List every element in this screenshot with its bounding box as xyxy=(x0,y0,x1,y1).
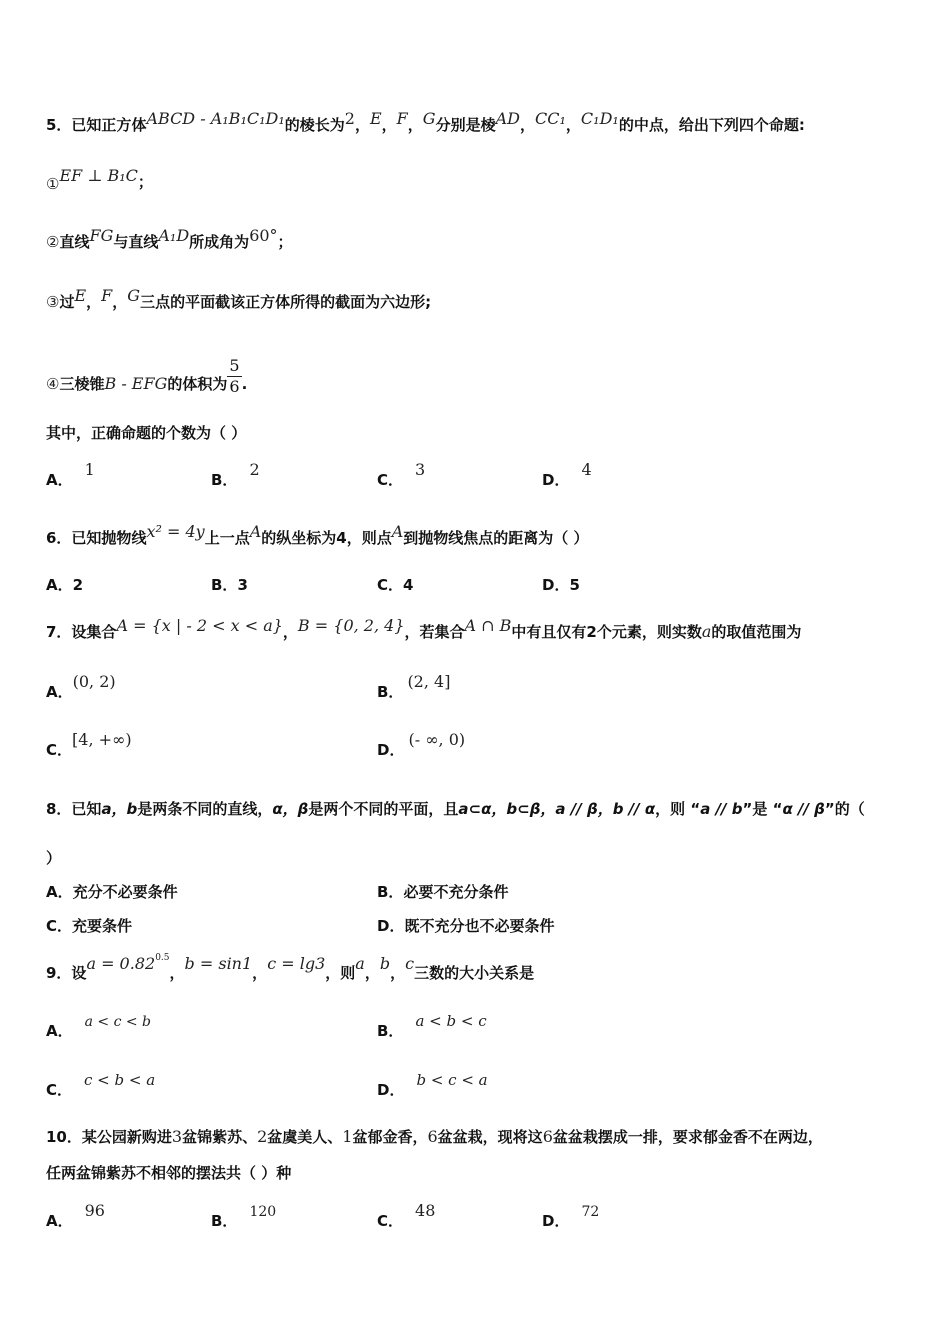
q8-option-c[interactable]: C．充要条件 xyxy=(46,917,133,935)
q7-option-c[interactable]: C．[4, +∞) xyxy=(46,730,132,759)
q8-option-b[interactable]: B．必要不充分条件 xyxy=(377,883,509,901)
q7-option-a[interactable]: A．(0, 2) xyxy=(46,672,116,701)
q5-proposition-4: ④三棱锥B - EFG的体积为 $\frac{5}{6}$ . xyxy=(46,356,248,396)
q10-option-b[interactable]: B． 120 xyxy=(211,1204,277,1230)
q7-option-b[interactable]: B．(2, 4] xyxy=(377,672,451,701)
q10-option-c[interactable]: C．48 xyxy=(377,1201,436,1230)
q9-option-d[interactable]: D．b < c < a xyxy=(377,1071,488,1099)
q6-option-d[interactable]: D．5 xyxy=(542,576,580,594)
q5-proposition-3: ③过E，F，G三点的平面截该正方体所得的截面为六边形; xyxy=(46,286,432,311)
q5-question: 其中，正确命题的个数为（ ） xyxy=(46,424,247,442)
q5-stem: 5．已知正方体ABCD - A₁B₁C₁D₁的棱长为2，E，F，G分别是棱AD，CC₁，C₁D₁的中点，给出下列四个命题: xyxy=(46,109,805,134)
q6-stem: 6．已知抛物线x² = 4y上一点A的纵坐标为4，则点A到抛物线焦点的距离为（ ） xyxy=(46,522,589,547)
q5-option-d[interactable]: D．4 xyxy=(542,460,592,489)
q10-option-d[interactable]: D． 72 xyxy=(542,1204,600,1230)
q10-option-a[interactable]: A．96 xyxy=(46,1201,105,1230)
q8-stem-close: ） xyxy=(46,849,62,867)
q5-proposition-2: ②直线FG与直线A₁D所成角为60°； xyxy=(46,226,293,251)
q7-stem: 7．设集合A = {x | - 2 < x < a}，B = {0, 2, 4}，若集合A ∩ B中有且仅有2个元素，则实数a的取值范围为 xyxy=(46,616,802,641)
q6-option-c[interactable]: C．4 xyxy=(377,576,414,594)
fraction-five-sixths: $\frac{5}{6}$ xyxy=(229,356,240,396)
q5-proposition-1: ①EF ⊥ B₁C； xyxy=(46,166,153,193)
q9-option-a[interactable]: A． a < c < b xyxy=(46,1014,152,1040)
q9-option-b[interactable]: B．a < b < c xyxy=(377,1012,487,1040)
q10-stem: 10．某公园新购进3盆锦紫苏、2盆虞美人、1盆郁金香，6盆盆栽，现将这6盆盆栽摆成一排，要求郁金香不在两边， xyxy=(46,1127,823,1146)
q5-option-c[interactable]: C．3 xyxy=(377,460,426,489)
q8-stem: 8．已知a，b是两条不同的直线，α，β是两个不同的平面，且a⊂α，b⊂β，a // β，b // α，则 “a // b”是 “α // β”的（ xyxy=(46,800,865,818)
q6-option-b[interactable]: B．3 xyxy=(211,576,248,594)
q8-option-d[interactable]: D．既不充分也不必要条件 xyxy=(377,917,555,935)
q5-option-a[interactable]: A．1 xyxy=(46,460,95,489)
q9-stem: 9．设$a = 0.82^{0.5}$，b = sin1，c = lg3，则a，b，c三数的大小关系是 xyxy=(46,953,535,982)
q6-option-a[interactable]: A．2 xyxy=(46,576,84,594)
q5-option-b[interactable]: B．2 xyxy=(211,460,260,489)
q9-option-c[interactable]: C．c < b < a xyxy=(46,1071,156,1099)
q8-option-a[interactable]: A．充分不必要条件 xyxy=(46,883,178,901)
q10-stem-line2: 任两盆锦紫苏不相邻的摆法共（ ）种 xyxy=(46,1164,292,1182)
q7-option-d[interactable]: D．(- ∞, 0) xyxy=(377,730,466,759)
cube-name: ABCD - A₁B₁C₁D₁ xyxy=(146,109,285,128)
